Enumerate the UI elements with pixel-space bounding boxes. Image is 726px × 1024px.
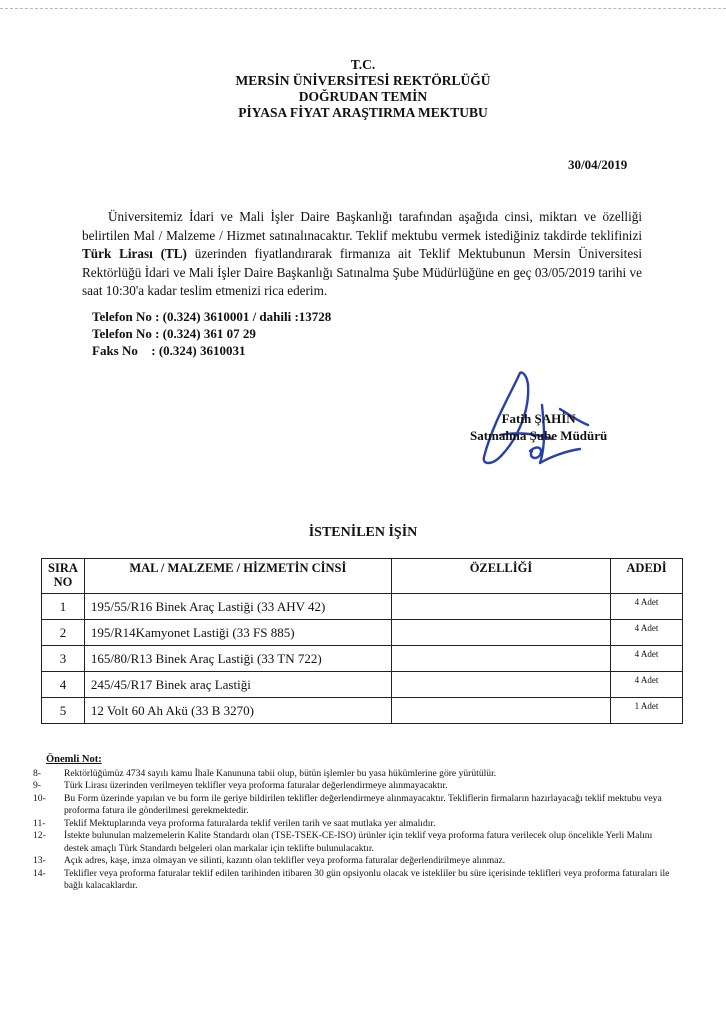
row-feature (391, 672, 610, 698)
note-number: 10- (33, 792, 46, 804)
row-quantity: 4 Adet (611, 672, 683, 698)
row-item: 195/55/R16 Binek Araç Lastiği (33 AHV 42) (84, 594, 391, 620)
row-feature (391, 646, 610, 672)
note-text: Türk Lirası üzerinden verilmeyen teklifler veya proforma faturalar değerlendirmeye alınmayacaktır. (64, 780, 448, 791)
header-line-procurement: DOĞRUDAN TEMİN (298, 89, 428, 104)
note-number: 13- (33, 855, 46, 866)
header-quantity: ADEDİ (611, 559, 683, 594)
intro-paragraph (82, 208, 642, 301)
note-text: İstekte bulunulan malzemelerin Kalite Standardı olan (TSE-TSEK-CE-ISO) ürünler için teklif veya proforma fatura verilecek olup öncelikle Yerli Malını destek amaçlı Türk Standardı belgeleri olan markalar için teklifte bulunulacaktır. (64, 830, 653, 854)
note-item (33, 793, 673, 818)
signatory-name: Fatih ŞAHİN (501, 411, 576, 426)
table-header-row (42, 559, 683, 594)
contact-value: : (0.324) 3610031 (151, 343, 246, 358)
contact-phone-2 (92, 325, 331, 342)
intro-text-1: Üniversitemiz İdari ve Mali İşler Daire Başkanlığı tarafından aşağıda cinsi, miktarı ve özelliği belirtilen Mal / Malzeme / Hizmet satınalınacaktır. Teklif mektubu vermek istediğiniz takdirde teklifinizi (82, 209, 642, 243)
header-line-letter-title: PİYASA FİYAT ARAŞTIRMA MEKTUBU (238, 105, 488, 120)
row-quantity: 1 Adet (611, 698, 683, 724)
row-item: 12 Volt 60 Ah Akü (33 B 3270) (84, 698, 391, 724)
row-item: 195/R14Kamyonet Lastiği (33 FS 885) (84, 620, 391, 646)
note-text: Açık adres, kaşe, imza olmayan ve silinti, kazıntı olan teklifler veya proforma faturalar değerlendirilmeye alınmaz. (64, 855, 506, 866)
signatory-title: Satınalma Şube Müdürü (470, 428, 608, 443)
contact-value: : (0.324) 3610001 / dahili :13728 (155, 309, 332, 324)
note-number: 8- (33, 767, 41, 779)
contact-fax (92, 342, 331, 359)
header-line-tc: T.C. (350, 57, 376, 72)
table-row (42, 646, 683, 672)
note-item (33, 768, 673, 781)
row-number: 4 (42, 672, 85, 698)
note-text: Bu Form üzerinde yapılan ve bu form ile geriye bildirilen teklifler değerlendirmeye alınmayacaktır. Tekliflerin firmaların hazırlayacağı teklif mektubu veya proforma fatura ile gönderilmesi gerekmektedir. (64, 792, 662, 816)
note-text: Teklif Mektuplarında veya proforma faturalarda teklif verilen tarih ve saat mutlaka yer almalıdır. (64, 817, 436, 829)
note-number: 14- (33, 867, 46, 879)
table-row (42, 672, 683, 698)
note-number: 12- (33, 830, 46, 841)
scan-top-line (0, 8, 726, 9)
row-quantity: 4 Adet (611, 646, 683, 672)
table-row (42, 620, 683, 646)
notes-heading: Önemli Not: (46, 754, 102, 765)
note-number: 9- (33, 780, 41, 791)
row-feature (391, 620, 610, 646)
row-quantity: 4 Adet (611, 620, 683, 646)
header-line-university: MERSİN ÜNİVERSİTESİ REKTÖRLÜĞÜ (235, 73, 491, 88)
header-sira-no: SIRA NO (42, 559, 85, 594)
note-item (33, 830, 673, 855)
row-item: 245/45/R17 Binek araç Lastiği (84, 672, 391, 698)
header-item-type: MAL / MALZEME / HİZMETİN CİNSİ (84, 559, 391, 594)
row-number: 3 (42, 646, 85, 672)
table-row (42, 698, 683, 724)
contact-block (92, 308, 331, 359)
note-item (33, 818, 673, 831)
header-feature: ÖZELLİĞİ (391, 559, 610, 594)
document-date: 30/04/2019 (568, 157, 628, 172)
row-quantity: 4 Adet (611, 594, 683, 620)
row-item: 165/80/R13 Binek Araç Lastiği (33 TN 722) (84, 646, 391, 672)
table-title: İSTENİLEN İŞİN (308, 525, 418, 540)
note-text: Rektörlüğümüz 4734 sayılı kamu İhale Kanununa tabii olup, bütün işlemler bu yasa hükümlerine göre yürütülür. (64, 767, 497, 779)
note-text: Teklifler veya proforma faturalar teklif edilen tarihinden itibaren 30 gün opsiyonlu olacak ve istekliler bu süre içerisinde teklifleri veya proforma faturaları ile bağlı kalacaklardır. (64, 867, 670, 891)
note-item (33, 868, 673, 893)
items-table (41, 558, 683, 724)
table-row (42, 594, 683, 620)
contact-label: Faks No (92, 343, 138, 358)
intro-text-2: üzerinden fiyatlandırarak firmanıza ait Teklif Mektubunun Mersin Üniversitesi Rektörlüğü İdari ve Mali İşler Daire Başkanlığı Satınalma Şube Müdürlüğüne en geç 03/05/2019 tarihi ve saat 10:30'a kadar teslim etmenizi rica ederim. (82, 246, 642, 298)
contact-phone-1 (92, 308, 331, 325)
contact-value: : (0.324) 361 07 29 (155, 326, 256, 341)
row-number: 1 (42, 594, 85, 620)
contact-label: Telefon No (92, 326, 152, 341)
note-item (33, 855, 673, 868)
row-feature (391, 594, 610, 620)
intro-currency: Türk Lirası (TL) (82, 246, 187, 261)
contact-label: Telefon No (92, 309, 152, 324)
note-number: 11- (33, 817, 46, 829)
signatory-block (470, 410, 607, 444)
document-header (0, 57, 726, 121)
row-feature (391, 698, 610, 724)
row-number: 2 (42, 620, 85, 646)
note-item (33, 780, 673, 793)
row-number: 5 (42, 698, 85, 724)
important-notes (33, 754, 673, 893)
